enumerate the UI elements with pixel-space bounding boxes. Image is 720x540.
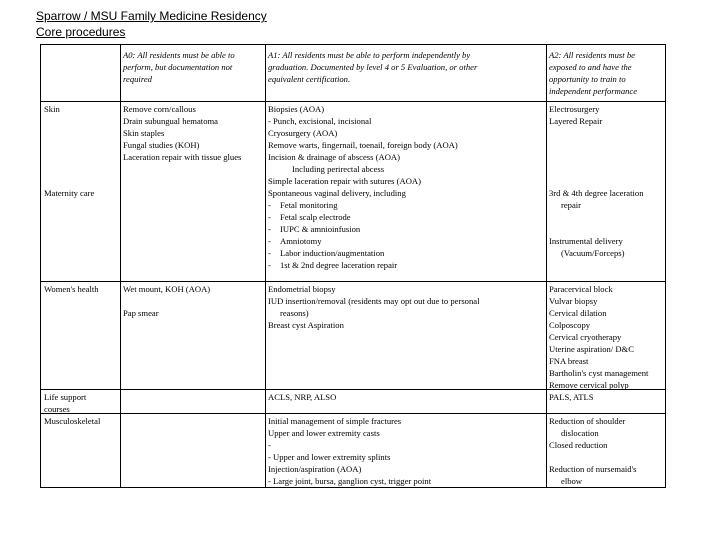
womens-a0-list: Wet mount, KOH (AOA) Pap smear xyxy=(123,284,211,318)
maternity-a1-list: Spontaneous vaginal delivery, including - Fetal monitoring - Fetal scalp electrode - IUPC & amnioinfusion - Amniotomy - Labor induction/augmentation - 1st & 2nd degree laceration repair xyxy=(268,188,406,270)
column-divider xyxy=(120,45,121,487)
row-label-skin: Skin xyxy=(44,104,60,114)
womens-a2-list: Paracervical block Vulvar biopsy Cervical dilation Colposcopy Cervical cryotherapy Uterine aspiration/ D&C FNA breast Bartholin's cyst management Remove cervical polyp xyxy=(549,284,649,390)
musculo-a1-list: Initial management of simple fractures Upper and lower extremity casts - - Upper and lower extremity splints Injection/aspiration (AOA) - Large joint, bursa, ganglion cyst, trigger point xyxy=(268,416,432,486)
row-divider xyxy=(41,413,665,414)
skin-a2-list: Electrosurgery Layered Repair xyxy=(549,104,603,126)
title-line-2: Core procedures xyxy=(36,25,126,39)
row-label-musculoskeletal: Musculoskeletal xyxy=(44,416,101,426)
page-title xyxy=(36,8,267,40)
header-a1: A1: All residents must be able to perform independently by graduation. Documented by level 4 or 5 Evaluation, or other equivalent certification. xyxy=(268,50,478,84)
title-line-1: Sparrow / MSU Family Medicine Residency xyxy=(36,9,267,23)
header-a0: A0: All residents must be able to perform, but documentation not required xyxy=(123,50,235,84)
musculo-a2-list: Reduction of shoulder dislocation Closed reduction Reduction of nursemaid's elbow xyxy=(549,416,637,486)
row-divider xyxy=(41,281,665,282)
procedures-table xyxy=(40,44,666,488)
maternity-a2-list: 3rd & 4th degree laceration repair Instrumental delivery (Vacuum/Forceps) xyxy=(549,188,644,258)
life-support-a1: ACLS, NRP, ALSO xyxy=(268,392,337,402)
column-divider xyxy=(546,45,547,487)
column-divider xyxy=(265,45,266,487)
row-label-maternity: Maternity care xyxy=(44,188,95,198)
life-support-a2: PALS, ATLS xyxy=(549,392,594,402)
row-divider xyxy=(41,101,665,102)
row-label-life-support: Life support courses xyxy=(44,392,87,414)
header-a2: A2: All residents must be exposed to and have the opportunity to train to independent performance xyxy=(549,50,638,96)
skin-a0-list: Remove corn/callous Drain subungual hematoma Skin staples Fungal studies (KOH) Laceration repair with tissue glues xyxy=(123,104,242,162)
skin-a1-list: Biopsies (AOA) - Punch, excisional, incisional Cryosurgery (AOA) Remove warts, fingernail, toenail, foreign body (AOA) Incision & drainage of abscess (AOA) Including perirectal abcess Simple laceration repair with sutures (AOA) xyxy=(268,104,458,186)
row-label-womens-health: Women's health xyxy=(44,284,99,294)
womens-a1-list: Endometrial biopsy IUD insertion/removal (residents may opt out due to personal reasons) Breast cyst Aspiration xyxy=(268,284,480,330)
